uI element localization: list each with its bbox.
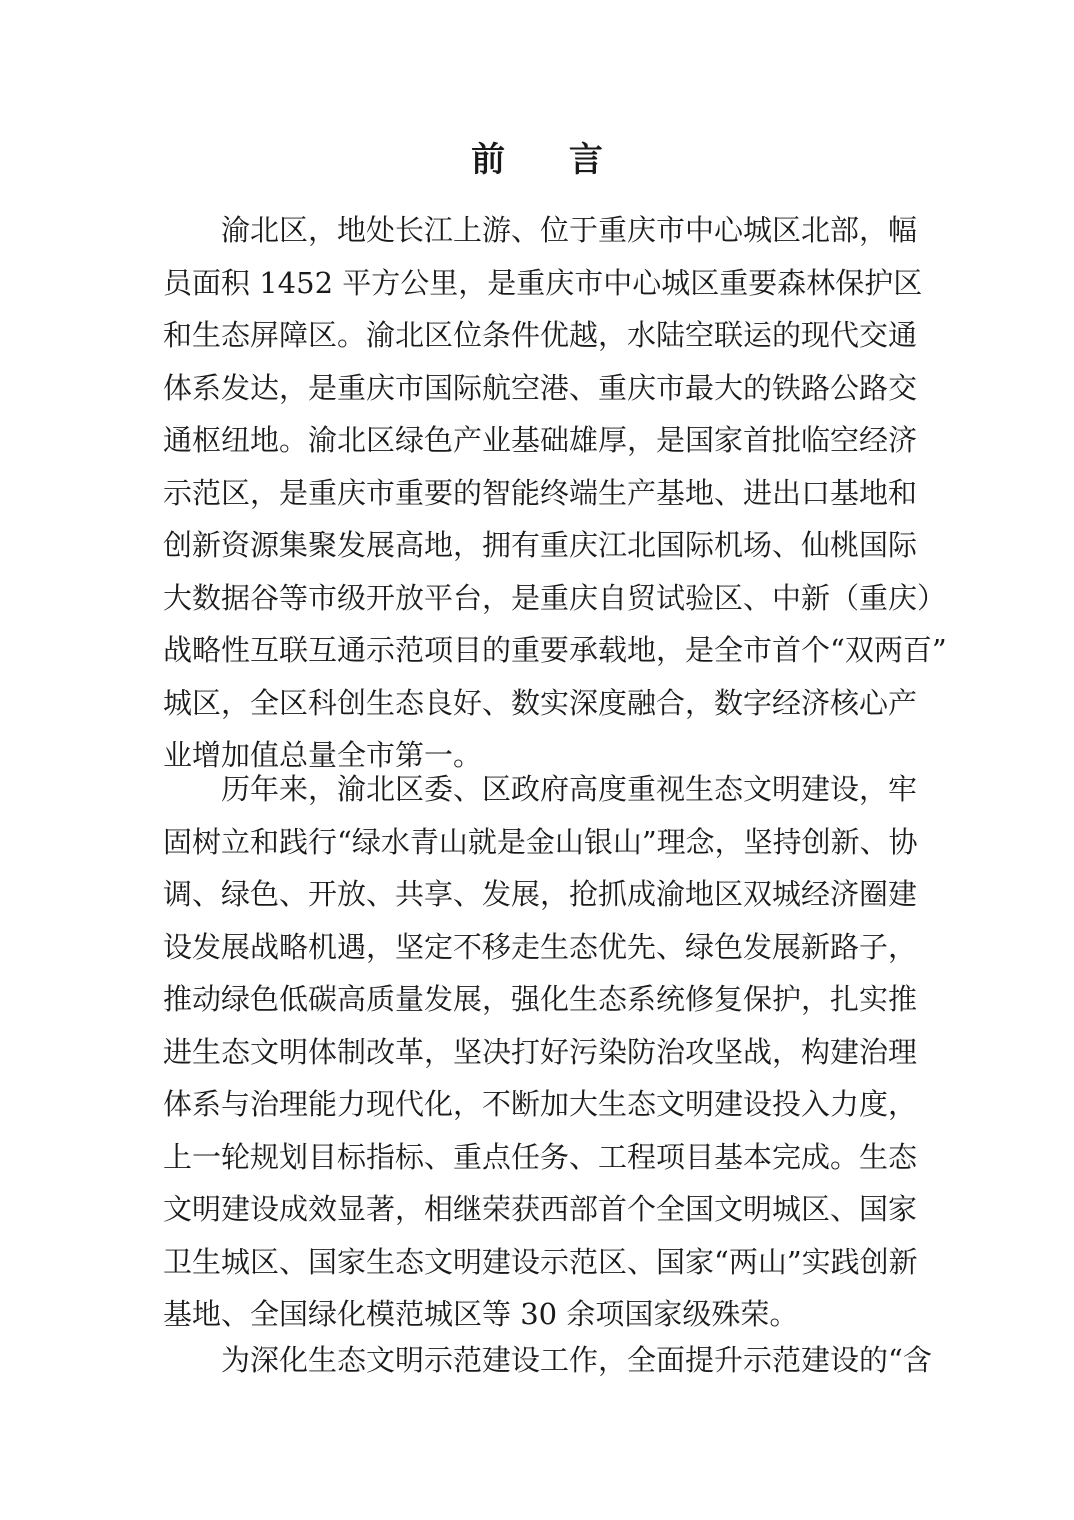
paragraph-line: 体系发达，是重庆市国际航空港、重庆市最大的铁路公路交: [163, 370, 918, 405]
paragraph-line: 业增加值总量全市第一。: [163, 738, 483, 772]
paragraph-line: 和生态屏障区。渝北区位条件优越，水陆空联运的现代交通: [163, 318, 918, 352]
paragraph-line: 文明建设成效显著，相继荣获西部首个全国文明城区、国家: [163, 1192, 918, 1226]
paragraph-line: 历年来，渝北区委、区政府高度重视生态文明建设，牢: [221, 772, 918, 806]
paragraph-line: 推动绿色低碳高质量发展，强化生态系统修复保护，扎实推: [163, 982, 918, 1016]
paragraph-line: 调、绿色、开放、共享、发展，抢抓成渝地区双城经济圈建: [163, 877, 918, 911]
paragraph-line: 员面积 1452 平方公里，是重庆市中心城区重要森林保护区: [163, 265, 923, 300]
paragraph-line: 渝北区，地处长江上游、位于重庆市中心城区北部，幅: [221, 213, 918, 247]
paragraph-1: [163, 204, 947, 782]
paragraph-line: 体系与治理能力现代化，不断加大生态文明建设投入力度，: [163, 1087, 918, 1121]
paragraph-line: 卫生城区、国家生态文明建设示范区、国家“两山”实践创新: [163, 1244, 918, 1279]
paragraph-line: 上一轮规划目标指标、重点任务、工程项目基本完成。生态: [163, 1139, 918, 1174]
paragraph-line: 固树立和践行“绿水青山就是金山银山”理念，坚持创新、协: [163, 824, 918, 859]
page-title: 前 言: [471, 140, 629, 180]
paragraph-line: 示范区，是重庆市重要的智能终端生产基地、进出口基地和: [163, 475, 918, 510]
paragraph-line: 城区，全区科创生态良好、数实深度融合，数字经济核心产: [163, 685, 918, 720]
paragraph-2: [163, 763, 918, 1341]
paragraph-line: 进生态文明体制改革，坚决打好污染防治攻坚战，构建治理: [163, 1034, 918, 1069]
paragraph-3: [163, 1334, 932, 1387]
paragraph-line: 设发展战略机遇，坚定不移走生态优先、绿色发展新路子，: [163, 929, 918, 964]
paragraph-line: 通枢纽地。渝北区绿色产业基础雄厚，是国家首批临空经济: [163, 423, 918, 457]
paragraph-line: 战略性互联互通示范项目的重要承载地，是全市首个“双两百”: [163, 633, 947, 667]
paragraph-line: 创新资源集聚发展高地，拥有重庆江北国际机场、仙桃国际: [163, 528, 918, 562]
paragraph-line: 大数据谷等市级开放平台，是重庆自贸试验区、中新（重庆）: [163, 580, 947, 615]
paragraph-line: 为深化生态文明示范建设工作，全面提升示范建设的“含: [221, 1343, 932, 1377]
paragraph-line: 基地、全国绿化模范城区等 30 余项国家级殊荣。: [163, 1297, 799, 1331]
